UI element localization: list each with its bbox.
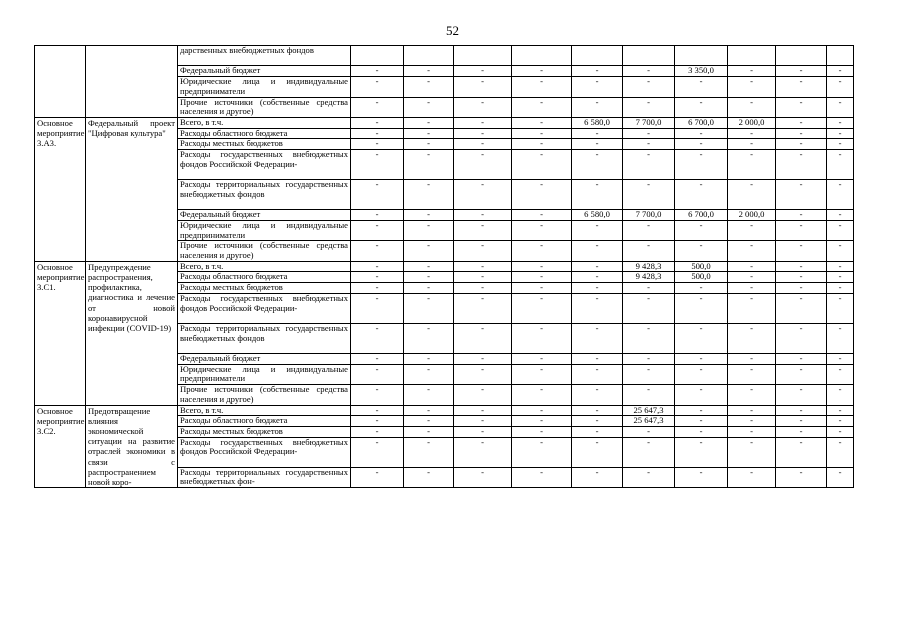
- value-cell: [404, 46, 454, 66]
- value-cell: -: [827, 467, 854, 487]
- value-cell: -: [728, 150, 776, 180]
- activity-name-cell: Предотвращение влияния экономической ситуации на развитие отраслей экономики в связи с распространением новой коро-: [86, 405, 178, 488]
- table-body: [35, 46, 854, 488]
- value-cell: 6 580,0: [572, 117, 623, 128]
- value-cell: -: [404, 323, 454, 353]
- value-cell: -: [512, 241, 572, 261]
- funding-source-cell: Всего, в т.ч.: [178, 117, 351, 128]
- value-cell: -: [454, 323, 512, 353]
- value-cell: -: [572, 180, 623, 210]
- value-cell: -: [728, 77, 776, 97]
- value-cell: -: [776, 139, 827, 150]
- value-cell: -: [512, 220, 572, 240]
- value-cell: -: [623, 426, 675, 437]
- value-cell: -: [776, 66, 827, 77]
- value-cell: 3 350,0: [675, 66, 728, 77]
- value-cell: -: [404, 293, 454, 323]
- value-cell: -: [454, 97, 512, 117]
- value-cell: -: [728, 416, 776, 427]
- value-cell: -: [512, 117, 572, 128]
- value-cell: -: [404, 385, 454, 405]
- value-cell: -: [572, 405, 623, 416]
- value-cell: -: [351, 210, 404, 221]
- value-cell: -: [776, 293, 827, 323]
- value-cell: -: [675, 354, 728, 365]
- value-cell: -: [512, 97, 572, 117]
- value-cell: -: [404, 364, 454, 384]
- value-cell: -: [351, 354, 404, 365]
- value-cell: -: [728, 437, 776, 467]
- value-cell: [454, 46, 512, 66]
- value-cell: -: [512, 437, 572, 467]
- value-cell: -: [404, 426, 454, 437]
- value-cell: -: [675, 385, 728, 405]
- value-cell: -: [776, 385, 827, 405]
- funding-source-cell: Прочие источники (собственные средства населения и другое): [178, 385, 351, 405]
- funding-source-cell: Расходы местных бюджетов: [178, 426, 351, 437]
- value-cell: -: [351, 241, 404, 261]
- value-cell: -: [572, 283, 623, 294]
- value-cell: -: [512, 66, 572, 77]
- value-cell: -: [454, 220, 512, 240]
- value-cell: -: [351, 364, 404, 384]
- value-cell: -: [776, 364, 827, 384]
- funding-source-cell: Расходы государственных внебюджетных фондов Российской Федерации-: [178, 437, 351, 467]
- value-cell: -: [728, 272, 776, 283]
- funding-source-cell: Расходы областного бюджета: [178, 272, 351, 283]
- value-cell: -: [776, 117, 827, 128]
- funding-source-cell: Расходы областного бюджета: [178, 416, 351, 427]
- value-cell: -: [351, 426, 404, 437]
- value-cell: -: [512, 210, 572, 221]
- value-cell: -: [827, 405, 854, 416]
- value-cell: -: [728, 385, 776, 405]
- value-cell: 6 580,0: [572, 210, 623, 221]
- activity-id-cell: Основное мероприятие 3.С2.: [35, 405, 86, 488]
- value-cell: -: [572, 364, 623, 384]
- value-cell: -: [351, 272, 404, 283]
- value-cell: -: [623, 385, 675, 405]
- value-cell: -: [351, 323, 404, 353]
- value-cell: -: [776, 426, 827, 437]
- value-cell: -: [827, 283, 854, 294]
- funding-source-cell: Расходы территориальных государственных внебюджетных фондов: [178, 180, 351, 210]
- value-cell: -: [675, 139, 728, 150]
- value-cell: [572, 46, 623, 66]
- value-cell: -: [675, 323, 728, 353]
- value-cell: -: [404, 210, 454, 221]
- value-cell: -: [827, 128, 854, 139]
- value-cell: -: [728, 364, 776, 384]
- value-cell: -: [827, 66, 854, 77]
- value-cell: -: [351, 283, 404, 294]
- value-cell: -: [351, 220, 404, 240]
- value-cell: -: [454, 261, 512, 272]
- value-cell: -: [623, 241, 675, 261]
- value-cell: -: [728, 405, 776, 416]
- value-cell: -: [827, 323, 854, 353]
- value-cell: -: [675, 128, 728, 139]
- value-cell: -: [675, 426, 728, 437]
- value-cell: -: [675, 97, 728, 117]
- value-cell: -: [675, 364, 728, 384]
- value-cell: -: [512, 272, 572, 283]
- value-cell: -: [827, 241, 854, 261]
- value-cell: -: [776, 150, 827, 180]
- value-cell: -: [675, 467, 728, 487]
- value-cell: -: [404, 66, 454, 77]
- value-cell: -: [351, 467, 404, 487]
- value-cell: -: [776, 354, 827, 365]
- value-cell: -: [404, 261, 454, 272]
- value-cell: -: [776, 241, 827, 261]
- value-cell: -: [728, 323, 776, 353]
- value-cell: -: [776, 261, 827, 272]
- page-number: 52: [446, 23, 459, 38]
- table-row: [35, 46, 854, 66]
- value-cell: -: [454, 241, 512, 261]
- value-cell: -: [623, 364, 675, 384]
- value-cell: -: [827, 385, 854, 405]
- value-cell: -: [675, 293, 728, 323]
- value-cell: -: [728, 241, 776, 261]
- value-cell: -: [572, 385, 623, 405]
- value-cell: -: [675, 150, 728, 180]
- funding-source-cell: дарственных внебюджетных фондов: [178, 46, 351, 66]
- value-cell: -: [623, 180, 675, 210]
- funding-source-cell: Федеральный бюджет: [178, 354, 351, 365]
- value-cell: -: [404, 416, 454, 427]
- value-cell: -: [404, 180, 454, 210]
- value-cell: -: [404, 117, 454, 128]
- value-cell: -: [404, 150, 454, 180]
- value-cell: -: [512, 293, 572, 323]
- value-cell: -: [776, 77, 827, 97]
- value-cell: -: [512, 139, 572, 150]
- value-cell: -: [776, 405, 827, 416]
- value-cell: -: [454, 272, 512, 283]
- value-cell: -: [512, 128, 572, 139]
- value-cell: -: [623, 220, 675, 240]
- value-cell: -: [776, 220, 827, 240]
- value-cell: -: [454, 283, 512, 294]
- value-cell: -: [572, 261, 623, 272]
- value-cell: -: [454, 354, 512, 365]
- funding-table: [34, 45, 854, 488]
- value-cell: -: [351, 416, 404, 427]
- value-cell: -: [827, 426, 854, 437]
- funding-source-cell: Юридические лица и индивидуальные предприниматели: [178, 220, 351, 240]
- activity-name-cell: Федеральный проект "Цифровая культура": [86, 117, 178, 261]
- value-cell: -: [827, 210, 854, 221]
- value-cell: -: [572, 437, 623, 467]
- value-cell: -: [776, 437, 827, 467]
- funding-source-cell: Расходы государственных внебюджетных фондов Российской Федерации-: [178, 150, 351, 180]
- value-cell: -: [351, 97, 404, 117]
- value-cell: -: [623, 354, 675, 365]
- table-row: [35, 117, 854, 128]
- value-cell: -: [351, 150, 404, 180]
- value-cell: -: [728, 293, 776, 323]
- value-cell: [351, 46, 404, 66]
- value-cell: -: [776, 283, 827, 294]
- value-cell: -: [454, 150, 512, 180]
- value-cell: -: [728, 467, 776, 487]
- value-cell: 500,0: [675, 272, 728, 283]
- activity-name-cell: [86, 46, 178, 118]
- value-cell: -: [454, 117, 512, 128]
- value-cell: -: [404, 354, 454, 365]
- value-cell: -: [512, 283, 572, 294]
- value-cell: [675, 46, 728, 66]
- value-cell: 9 428,3: [623, 261, 675, 272]
- value-cell: -: [404, 128, 454, 139]
- value-cell: -: [675, 416, 728, 427]
- value-cell: -: [675, 220, 728, 240]
- value-cell: -: [404, 97, 454, 117]
- value-cell: -: [351, 437, 404, 467]
- value-cell: -: [404, 283, 454, 294]
- value-cell: -: [827, 416, 854, 427]
- value-cell: -: [623, 66, 675, 77]
- value-cell: -: [728, 426, 776, 437]
- value-cell: -: [572, 426, 623, 437]
- value-cell: -: [404, 437, 454, 467]
- value-cell: -: [827, 139, 854, 150]
- value-cell: -: [454, 293, 512, 323]
- value-cell: -: [351, 139, 404, 150]
- value-cell: -: [728, 220, 776, 240]
- value-cell: -: [827, 150, 854, 180]
- value-cell: -: [572, 66, 623, 77]
- funding-source-cell: Всего, в т.ч.: [178, 261, 351, 272]
- funding-source-cell: Всего, в т.ч.: [178, 405, 351, 416]
- funding-source-cell: Расходы областного бюджета: [178, 128, 351, 139]
- value-cell: -: [351, 293, 404, 323]
- value-cell: -: [572, 467, 623, 487]
- value-cell: -: [776, 128, 827, 139]
- value-cell: -: [623, 77, 675, 97]
- value-cell: -: [776, 467, 827, 487]
- activity-name-cell: Предупреждение распространения, профилактика, диагностика и лечение от новой коронавирусной инфекции (COVID-19): [86, 261, 178, 405]
- value-cell: -: [675, 283, 728, 294]
- value-cell: 7 700,0: [623, 117, 675, 128]
- value-cell: -: [827, 364, 854, 384]
- activity-id-cell: Основное мероприятие 3.С1.: [35, 261, 86, 405]
- value-cell: -: [512, 77, 572, 97]
- value-cell: -: [454, 437, 512, 467]
- funding-source-cell: Прочие источники (собственные средства населения и другое): [178, 241, 351, 261]
- value-cell: 6 700,0: [675, 117, 728, 128]
- value-cell: -: [623, 139, 675, 150]
- value-cell: [623, 46, 675, 66]
- value-cell: -: [454, 385, 512, 405]
- value-cell: -: [572, 139, 623, 150]
- funding-source-cell: Прочие источники (собственные средства населения и другое): [178, 97, 351, 117]
- value-cell: -: [728, 261, 776, 272]
- value-cell: -: [675, 241, 728, 261]
- value-cell: -: [623, 150, 675, 180]
- funding-source-cell: Юридические лица и индивидуальные предприниматели: [178, 364, 351, 384]
- value-cell: -: [728, 354, 776, 365]
- value-cell: -: [351, 117, 404, 128]
- value-cell: 500,0: [675, 261, 728, 272]
- value-cell: -: [623, 97, 675, 117]
- value-cell: -: [776, 416, 827, 427]
- value-cell: -: [351, 405, 404, 416]
- funding-source-cell: Расходы местных бюджетов: [178, 139, 351, 150]
- value-cell: -: [404, 241, 454, 261]
- value-cell: -: [351, 385, 404, 405]
- value-cell: -: [454, 210, 512, 221]
- value-cell: -: [827, 77, 854, 97]
- value-cell: -: [351, 261, 404, 272]
- value-cell: 2 000,0: [728, 117, 776, 128]
- value-cell: -: [572, 220, 623, 240]
- value-cell: [728, 46, 776, 66]
- value-cell: -: [728, 66, 776, 77]
- value-cell: 6 700,0: [675, 210, 728, 221]
- value-cell: -: [728, 128, 776, 139]
- value-cell: -: [351, 66, 404, 77]
- value-cell: -: [675, 437, 728, 467]
- value-cell: -: [827, 97, 854, 117]
- value-cell: -: [351, 77, 404, 97]
- value-cell: -: [512, 416, 572, 427]
- value-cell: -: [675, 77, 728, 97]
- value-cell: -: [454, 416, 512, 427]
- value-cell: -: [572, 128, 623, 139]
- value-cell: [827, 46, 854, 66]
- value-cell: -: [776, 272, 827, 283]
- value-cell: [776, 46, 827, 66]
- value-cell: -: [827, 437, 854, 467]
- table-row: [35, 261, 854, 272]
- value-cell: -: [572, 77, 623, 97]
- value-cell: -: [454, 77, 512, 97]
- value-cell: -: [572, 293, 623, 323]
- value-cell: -: [623, 467, 675, 487]
- value-cell: -: [623, 293, 675, 323]
- value-cell: 9 428,3: [623, 272, 675, 283]
- value-cell: -: [728, 283, 776, 294]
- funding-source-cell: Расходы территориальных государственных внебюджетных фондов: [178, 323, 351, 353]
- value-cell: -: [512, 364, 572, 384]
- value-cell: -: [572, 323, 623, 353]
- value-cell: -: [572, 150, 623, 180]
- value-cell: -: [454, 128, 512, 139]
- value-cell: -: [827, 261, 854, 272]
- value-cell: -: [728, 139, 776, 150]
- value-cell: -: [675, 180, 728, 210]
- value-cell: 25 647,3: [623, 405, 675, 416]
- value-cell: [512, 46, 572, 66]
- value-cell: -: [404, 405, 454, 416]
- value-cell: -: [728, 180, 776, 210]
- value-cell: -: [572, 354, 623, 365]
- value-cell: -: [404, 220, 454, 240]
- value-cell: -: [512, 261, 572, 272]
- value-cell: -: [512, 426, 572, 437]
- funding-source-cell: Расходы местных бюджетов: [178, 283, 351, 294]
- value-cell: -: [404, 139, 454, 150]
- value-cell: -: [623, 323, 675, 353]
- value-cell: -: [827, 180, 854, 210]
- funding-source-cell: Расходы государственных внебюджетных фондов Российской Федерации-: [178, 293, 351, 323]
- value-cell: 2 000,0: [728, 210, 776, 221]
- funding-source-cell: Юридические лица и индивидуальные предприниматели: [178, 77, 351, 97]
- value-cell: -: [776, 180, 827, 210]
- value-cell: -: [454, 364, 512, 384]
- value-cell: -: [512, 467, 572, 487]
- value-cell: -: [351, 128, 404, 139]
- value-cell: -: [454, 180, 512, 210]
- table-row: [35, 405, 854, 416]
- activity-id-cell: [35, 46, 86, 118]
- value-cell: -: [827, 293, 854, 323]
- value-cell: -: [404, 467, 454, 487]
- value-cell: -: [512, 323, 572, 353]
- value-cell: -: [827, 354, 854, 365]
- value-cell: -: [827, 117, 854, 128]
- value-cell: -: [827, 220, 854, 240]
- value-cell: -: [776, 323, 827, 353]
- value-cell: -: [776, 97, 827, 117]
- value-cell: -: [404, 77, 454, 97]
- value-cell: -: [454, 405, 512, 416]
- value-cell: -: [351, 180, 404, 210]
- value-cell: -: [572, 272, 623, 283]
- value-cell: 25 647,3: [623, 416, 675, 427]
- value-cell: -: [512, 354, 572, 365]
- value-cell: -: [623, 128, 675, 139]
- value-cell: -: [454, 139, 512, 150]
- value-cell: -: [404, 272, 454, 283]
- value-cell: -: [623, 437, 675, 467]
- value-cell: -: [675, 405, 728, 416]
- value-cell: -: [572, 416, 623, 427]
- value-cell: 7 700,0: [623, 210, 675, 221]
- value-cell: -: [512, 385, 572, 405]
- funding-source-cell: Федеральный бюджет: [178, 66, 351, 77]
- value-cell: -: [454, 66, 512, 77]
- value-cell: -: [454, 467, 512, 487]
- value-cell: -: [776, 210, 827, 221]
- value-cell: -: [454, 426, 512, 437]
- value-cell: -: [623, 283, 675, 294]
- value-cell: -: [512, 180, 572, 210]
- value-cell: -: [827, 272, 854, 283]
- value-cell: -: [728, 97, 776, 117]
- value-cell: -: [512, 405, 572, 416]
- value-cell: -: [572, 241, 623, 261]
- value-cell: -: [512, 150, 572, 180]
- activity-id-cell: Основное мероприятие 3.А3.: [35, 117, 86, 261]
- value-cell: -: [572, 97, 623, 117]
- funding-source-cell: Федеральный бюджет: [178, 210, 351, 221]
- funding-source-cell: Расходы территориальных государственных внебюджетных фон-: [178, 467, 351, 487]
